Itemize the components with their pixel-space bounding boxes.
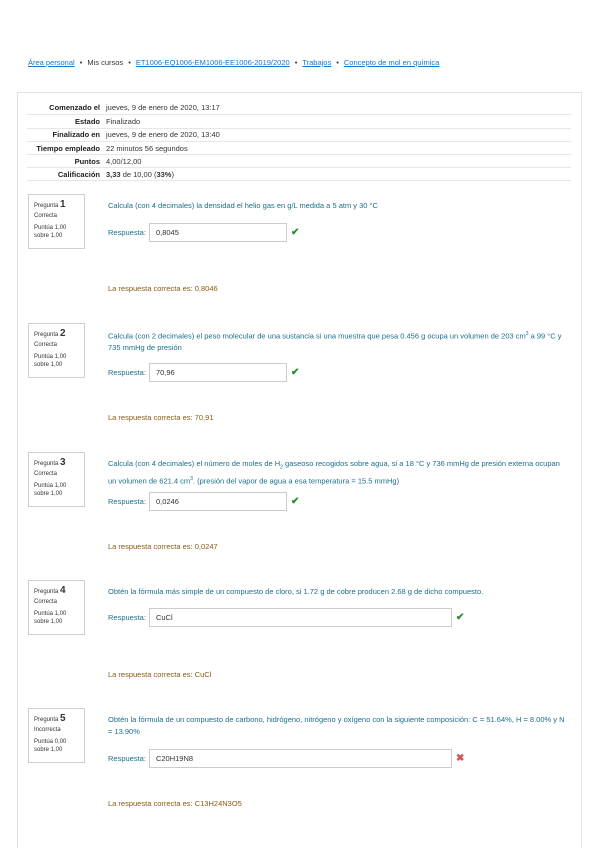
question-text: Calcula (con 4 decimales) el número de moles de $H_2$ gaseoso recogidos sobre agua, si a 18 °C y 736 mmHg de presión externa ocupan un volumen de 621.4 $cm^3$. (presión del vapor de agua a esa temperatura = 15.5 mmHg) xyxy=(108,459,560,486)
question-number: Pregunta 3 xyxy=(34,457,66,468)
summary-value xyxy=(106,170,174,179)
summary-value: jueves, 9 de enero de 2020, 13:17 xyxy=(106,103,220,113)
summary-row-state xyxy=(27,114,571,127)
correct-answer-feedback: La respuesta correcta es: 0,8046 xyxy=(108,284,218,293)
summary-value: 22 minutos 56 segundos xyxy=(106,143,188,153)
answer-label: Respuesta: xyxy=(108,368,146,377)
question-state: Correcta xyxy=(34,471,58,477)
summary-row-points xyxy=(27,154,571,167)
answer-label: Respuesta: xyxy=(108,497,146,506)
answer-input[interactable]: CuCl xyxy=(149,608,452,627)
breadcrumb-course-link[interactable]: ET1006-EQ1006-EM1006-EE1006-2019/2020 xyxy=(135,58,290,67)
breadcrumb-separator: • xyxy=(79,58,83,67)
question-text: Calcula (con 4 decimales) la densidad el helio gas en g/L medida a 5 atm y 30 °C xyxy=(108,201,378,210)
answer-label: Respuesta: xyxy=(108,754,146,763)
question-info xyxy=(28,452,85,507)
summary-label: Puntos xyxy=(74,156,100,166)
breadcrumb xyxy=(28,58,439,67)
question-info xyxy=(28,580,85,635)
breadcrumb-home-link[interactable]: Área personal xyxy=(28,58,75,67)
summary-label: Estado xyxy=(74,116,100,126)
question-state: Correcta xyxy=(34,599,58,605)
summary-label: Calificación xyxy=(57,169,100,179)
question-grade: Puntúa 1,00 sobre 1,00 xyxy=(34,483,67,497)
correct-answer-feedback: La respuesta correcta es: C13H24N3O5 xyxy=(108,799,242,808)
summary-value: jueves, 9 de enero de 2020, 13:40 xyxy=(106,130,220,140)
correct-answer-feedback: La respuesta correcta es: CuCl xyxy=(108,670,212,679)
attempt-summary-table xyxy=(27,101,571,181)
correct-answer-feedback: La respuesta correcta es: 70,91 xyxy=(108,413,214,422)
check-icon: ✔ xyxy=(290,227,300,238)
cross-icon: ✖ xyxy=(455,753,465,764)
question-state: Correcta xyxy=(34,213,58,219)
answer-row xyxy=(108,749,464,768)
breadcrumb-separator: • xyxy=(336,58,339,67)
grade-value: 3,33 xyxy=(106,169,121,179)
grade-text-end: ) xyxy=(171,169,174,179)
breadcrumb-quiz-link[interactable]: Concepto de mol en química xyxy=(343,58,440,67)
summary-row-finished xyxy=(27,128,571,141)
question-info xyxy=(28,323,85,378)
answer-row xyxy=(108,223,299,242)
check-icon: ✔ xyxy=(455,612,465,623)
summary-value: 4,00/12,00 xyxy=(106,156,142,166)
question-grade: Puntúa 1,00 sobre 1,00 xyxy=(34,354,67,368)
summary-label: Finalizado en xyxy=(52,130,100,140)
check-icon: ✔ xyxy=(290,367,300,378)
question-state: Incorrecta xyxy=(34,727,61,733)
question-text: Obtén la fórmula de un compuesto de carbono, hidrógeno, nitrógeno y oxígeno con la siguiente composición: C = 51.64%, H = 8.00% y N = 13.90% xyxy=(108,715,565,736)
check-icon: ✔ xyxy=(290,496,300,507)
breadcrumb-section-link[interactable]: Trabajos xyxy=(302,58,332,67)
grade-percent: 33% xyxy=(156,169,172,179)
grade-text: de 10,00 ( xyxy=(120,169,157,179)
answer-row xyxy=(108,492,299,511)
question-number: Pregunta 5 xyxy=(34,713,66,724)
summary-row-grade xyxy=(27,167,571,180)
question-text: Calcula (con 2 decimales) el peso molecular de una sustancia si una muestra que pesa 0.456 g ocupa un volumen de 203 $cm^3$ a 99 °C y 735 mmHg de presión xyxy=(108,331,562,352)
question-grade: Puntúa 1,00 sobre 1,00 xyxy=(34,611,67,625)
summary-row-started xyxy=(27,101,571,114)
answer-row xyxy=(108,363,299,382)
question-number: Pregunta 2 xyxy=(34,328,66,339)
answer-input[interactable]: 70,96 xyxy=(149,363,287,382)
breadcrumb-separator: • xyxy=(294,58,298,67)
answer-label: Respuesta: xyxy=(108,228,146,237)
question-grade: Puntúa 0,00 sobre 1,00 xyxy=(34,739,67,753)
question-state: Correcta xyxy=(34,342,58,348)
answer-label: Respuesta: xyxy=(108,613,146,622)
summary-value: Finalizado xyxy=(106,116,141,126)
answer-input[interactable]: C20H19N8 xyxy=(149,749,452,768)
question-grade: Puntúa 1,00 sobre 1,00 xyxy=(34,225,67,239)
answer-row xyxy=(108,608,464,627)
breadcrumb-courses: Mis cursos xyxy=(87,58,124,67)
question-text: Obtén la fórmula más simple de un compuesto de cloro, si 1.72 g de cobre producen 2.68 g de dicho compuesto. xyxy=(108,587,484,596)
answer-input[interactable]: 0,8045 xyxy=(149,223,287,242)
question-info xyxy=(28,194,85,249)
question-number: Pregunta 4 xyxy=(34,585,66,596)
question-number: Pregunta 1 xyxy=(34,199,66,210)
correct-answer-feedback: La respuesta correcta es: 0,0247 xyxy=(108,542,218,551)
summary-label: Comenzado el xyxy=(49,103,100,113)
question-info xyxy=(28,708,85,763)
summary-row-time xyxy=(27,141,571,154)
breadcrumb-separator: • xyxy=(128,58,131,67)
summary-label: Tiempo empleado xyxy=(36,143,100,153)
answer-input[interactable]: 0,0246 xyxy=(149,492,287,511)
